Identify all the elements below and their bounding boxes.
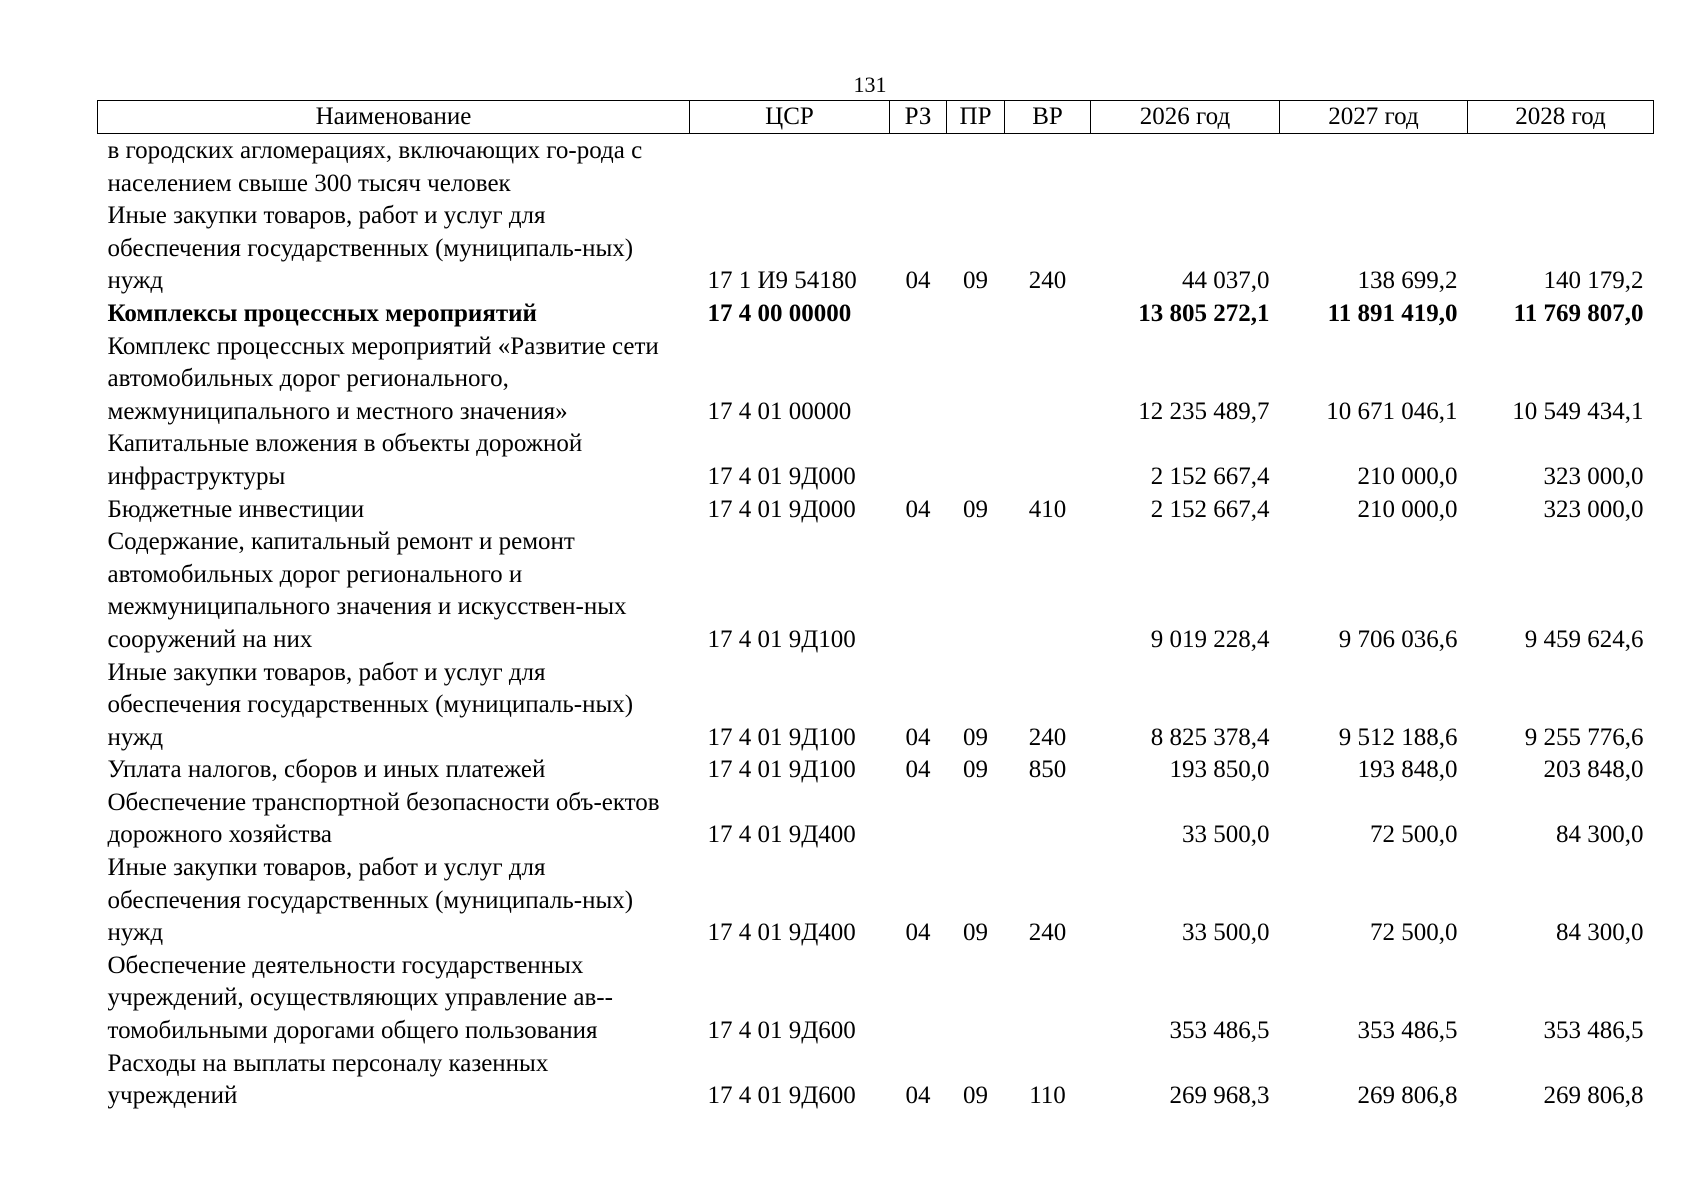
table-row xyxy=(98,298,1654,331)
cell-csr: 17 4 01 9Д000 xyxy=(707,462,856,490)
cell-pr xyxy=(947,787,1005,852)
cell-pr: 09 xyxy=(963,1082,988,1110)
cell-pr xyxy=(947,298,1005,331)
header-name: Наименование xyxy=(98,101,690,134)
cell-csr xyxy=(690,134,890,201)
cell-2027: 210 000,0 xyxy=(1357,462,1458,490)
cell-2027: 11 891 419,0 xyxy=(1327,299,1458,327)
table-row xyxy=(98,134,1654,201)
cell-2028: 269 806,8 xyxy=(1543,1082,1644,1110)
table-row xyxy=(98,1048,1654,1113)
cell-2028: 203 848,0 xyxy=(1543,756,1644,784)
cell-vr xyxy=(1005,428,1091,493)
cell-2028: 323 000,0 xyxy=(1543,462,1644,490)
cell-csr: 17 4 01 9Д400 xyxy=(707,821,856,849)
cell-name: Иные закупки товаров, работ и услуг для обеспечения государственных (муниципаль-ных) нужд xyxy=(107,854,634,947)
table-row xyxy=(98,428,1654,493)
header-vr: ВР xyxy=(1005,101,1091,134)
cell-2026: 33 500,0 xyxy=(1182,919,1270,947)
cell-rz xyxy=(890,134,947,201)
cell-rz: 04 xyxy=(905,495,931,523)
cell-csr: 17 4 01 00000 xyxy=(707,397,852,425)
cell-2026: 13 805 272,1 xyxy=(1138,299,1270,327)
cell-rz: 04 xyxy=(905,723,931,751)
cell-2026: 2 152 667,4 xyxy=(1150,495,1270,523)
table-row xyxy=(98,787,1654,852)
cell-pr xyxy=(947,428,1005,493)
page-number: 131 xyxy=(853,72,887,97)
cell-vr xyxy=(1005,950,1091,1048)
header-pr: ПР xyxy=(947,101,1005,134)
cell-csr: 17 1 И9 54180 xyxy=(707,267,857,295)
cell-2026: 353 486,5 xyxy=(1169,1017,1270,1045)
cell-vr xyxy=(1005,298,1091,331)
cell-2028: 323 000,0 xyxy=(1543,495,1644,523)
cell-vr: 240 xyxy=(1028,267,1067,295)
cell-rz xyxy=(890,331,947,429)
cell-2026: 269 968,3 xyxy=(1169,1082,1270,1110)
cell-name: Бюджетные инвестиции xyxy=(107,495,365,523)
table-row xyxy=(98,754,1654,787)
header-2027: 2027 год xyxy=(1280,101,1468,134)
table-row xyxy=(98,200,1654,298)
cell-name: Капитальные вложения в объекты дорожной инфраструктуры xyxy=(107,430,583,490)
cell-name: Иные закупки товаров, работ и услуг для обеспечения государственных (муниципаль-ных) нужд xyxy=(107,202,634,295)
cell-2027 xyxy=(1280,134,1468,201)
table-body xyxy=(98,134,1654,1113)
cell-pr: 09 xyxy=(963,495,988,523)
cell-2027: 210 000,0 xyxy=(1357,495,1458,523)
cell-2028: 353 486,5 xyxy=(1543,1017,1644,1045)
cell-pr: 09 xyxy=(963,267,988,295)
cell-name: Обеспечение деятельности государственных учреждений, осуществляющих управление ав-томобильными дорогами общего пользования xyxy=(107,951,613,1045)
table-row xyxy=(98,950,1654,1048)
cell-rz xyxy=(890,428,947,493)
cell-vr: 850 xyxy=(1028,756,1067,784)
cell-name: в городских агломерациях, включающих го-рода с населением свыше 300 тысяч человек xyxy=(107,137,643,197)
cell-2026: 44 037,0 xyxy=(1182,267,1270,295)
cell-vr xyxy=(1005,526,1091,656)
cell-rz: 04 xyxy=(905,919,931,947)
cell-csr: 17 4 01 9Д400 xyxy=(707,919,856,947)
cell-2027: 72 500,0 xyxy=(1370,821,1458,849)
cell-2028: 9 255 776,6 xyxy=(1524,723,1644,751)
cell-rz: 04 xyxy=(905,1082,931,1110)
cell-2026 xyxy=(1091,134,1280,201)
cell-csr: 17 4 01 9Д100 xyxy=(707,723,856,751)
table-header-row xyxy=(98,101,1654,134)
cell-pr xyxy=(947,950,1005,1048)
table-row xyxy=(98,657,1654,755)
cell-rz xyxy=(890,298,947,331)
cell-csr: 17 4 01 9Д100 xyxy=(707,625,856,653)
cell-csr: 17 4 01 9Д100 xyxy=(707,756,856,784)
cell-2028: 84 300,0 xyxy=(1556,821,1644,849)
cell-pr xyxy=(947,331,1005,429)
cell-2028: 10 549 434,1 xyxy=(1512,397,1644,425)
cell-vr xyxy=(1005,331,1091,429)
cell-name: Уплата налогов, сборов и иных платежей xyxy=(107,756,546,784)
cell-2026: 2 152 667,4 xyxy=(1150,462,1270,490)
cell-2026: 193 850,0 xyxy=(1169,756,1270,784)
cell-2028: 140 179,2 xyxy=(1543,267,1644,295)
cell-rz: 04 xyxy=(905,267,931,295)
header-rz: РЗ xyxy=(890,101,947,134)
cell-rz: 04 xyxy=(905,756,931,784)
cell-2026: 12 235 489,7 xyxy=(1138,397,1270,425)
cell-rz xyxy=(890,950,947,1048)
cell-csr: 17 4 01 9Д600 xyxy=(707,1017,856,1045)
cell-2028: 11 769 807,0 xyxy=(1513,299,1644,327)
cell-rz xyxy=(890,526,947,656)
cell-rz xyxy=(890,787,947,852)
cell-name: Расходы на выплаты персоналу казенных учреждений xyxy=(107,1049,549,1110)
cell-pr xyxy=(947,134,1005,201)
cell-2027: 10 671 046,1 xyxy=(1326,397,1458,425)
cell-2026: 33 500,0 xyxy=(1182,821,1270,849)
cell-vr: 240 xyxy=(1028,919,1067,947)
cell-2028: 9 459 624,6 xyxy=(1524,625,1644,653)
cell-2027: 269 806,8 xyxy=(1357,1082,1458,1110)
table-row xyxy=(98,331,1654,429)
cell-vr: 240 xyxy=(1028,723,1067,751)
cell-2027: 193 848,0 xyxy=(1357,756,1458,784)
cell-vr xyxy=(1005,134,1091,201)
cell-name: Комплексы процессных мероприятий xyxy=(107,299,537,327)
header-2026: 2026 год xyxy=(1091,101,1280,134)
cell-2027: 353 486,5 xyxy=(1357,1017,1458,1045)
cell-pr: 09 xyxy=(963,756,988,784)
cell-2027: 9 706 036,6 xyxy=(1338,625,1458,653)
table-row xyxy=(98,526,1654,656)
cell-name: Комплекс процессных мероприятий «Развитие сети автомобильных дорог регионального, межмуниципального и местного значения» xyxy=(107,332,659,425)
cell-name: Содержание, капитальный ремонт и ремонт автомобильных дорог регионального и межмуниципального значения и искусствен-ных сооружений на них xyxy=(107,528,627,653)
table-row xyxy=(98,494,1654,527)
cell-csr: 17 4 01 9Д000 xyxy=(707,495,856,523)
cell-csr: 17 4 01 9Д600 xyxy=(707,1082,856,1110)
cell-name: Обеспечение транспортной безопасности объ-ектов дорожного хозяйства xyxy=(107,788,660,849)
cell-vr: 410 xyxy=(1028,495,1067,523)
cell-2026: 8 825 378,4 xyxy=(1150,723,1270,751)
cell-name: Иные закупки товаров, работ и услуг для обеспечения государственных (муниципаль-ных) нужд xyxy=(107,658,634,751)
header-2028: 2028 год xyxy=(1468,101,1654,134)
cell-pr: 09 xyxy=(963,723,988,751)
cell-2026: 9 019 228,4 xyxy=(1150,625,1270,653)
cell-vr xyxy=(1005,787,1091,852)
cell-2027: 138 699,2 xyxy=(1357,267,1458,295)
cell-2028 xyxy=(1468,134,1654,201)
cell-pr xyxy=(947,526,1005,656)
cell-2028: 84 300,0 xyxy=(1556,919,1644,947)
cell-2027: 72 500,0 xyxy=(1370,919,1458,947)
cell-csr: 17 4 00 00000 xyxy=(707,299,852,327)
cell-2027: 9 512 188,6 xyxy=(1338,723,1458,751)
table-row xyxy=(98,852,1654,950)
header-csr: ЦСР xyxy=(690,101,890,134)
budget-table xyxy=(97,100,1654,1113)
cell-vr: 110 xyxy=(1029,1082,1066,1110)
cell-pr: 09 xyxy=(963,919,988,947)
